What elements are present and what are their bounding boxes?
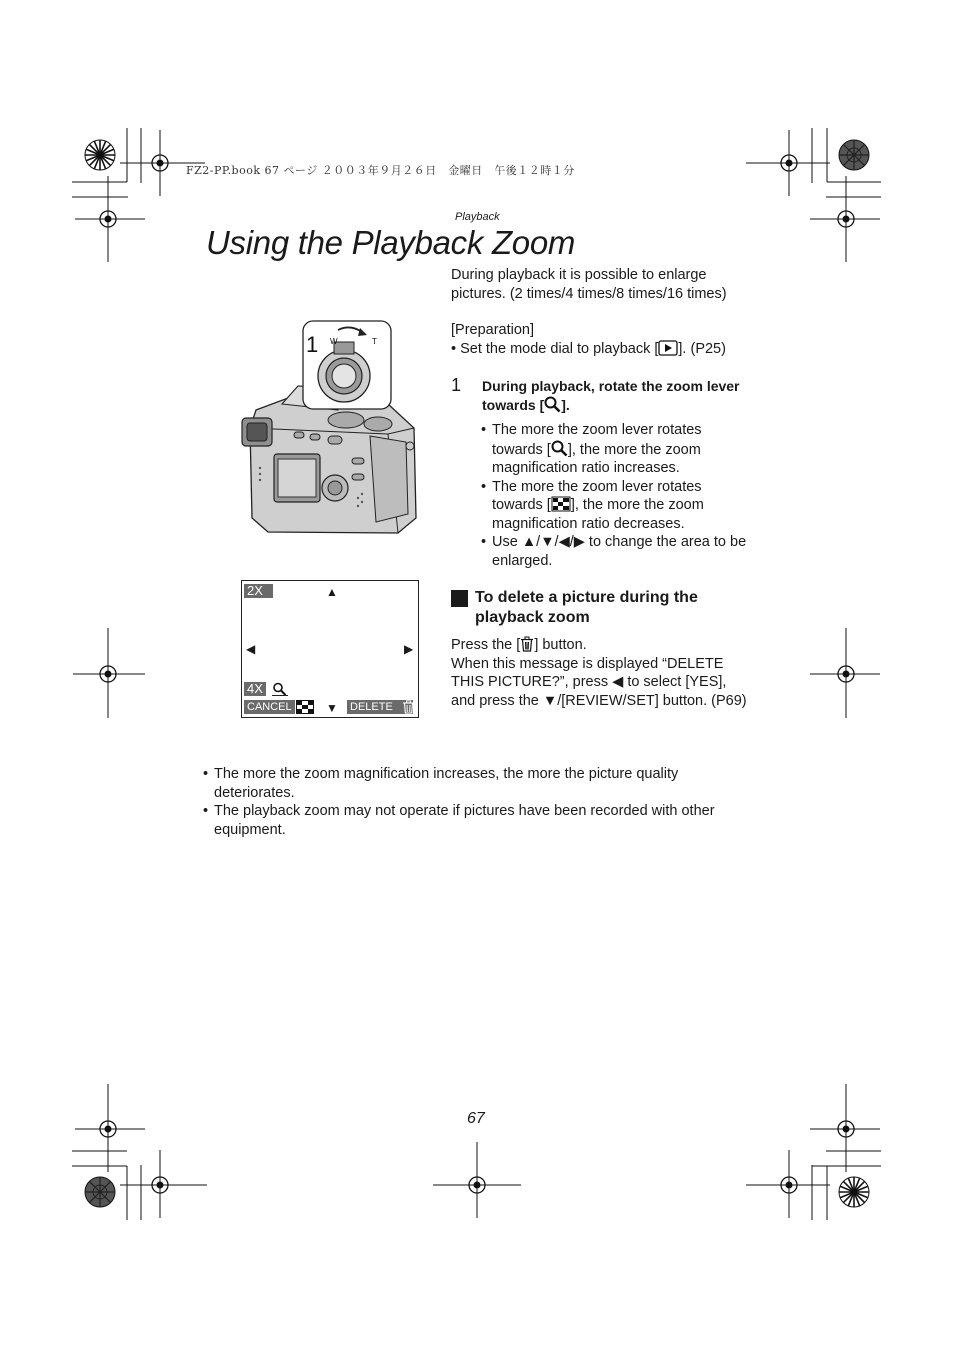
list-item — [481, 533, 751, 570]
trash-icon — [520, 636, 534, 652]
callout-number: 1 — [306, 332, 319, 357]
playback-mode-icon — [658, 340, 678, 356]
list-item — [481, 421, 751, 478]
page-number: 67 — [467, 1110, 485, 1127]
page-title: Using the Playback Zoom — [206, 224, 576, 261]
delete-line1-end: ] button. — [534, 637, 587, 653]
bullet-text: ], the more the zoom magnification ratio decreases. — [492, 497, 704, 532]
bullet-text: ], the more the zoom magnification ratio increases. — [492, 441, 701, 476]
zoom-level-top: 2X — [244, 584, 273, 598]
print-header: FZ2-PP.book 67 ページ ２００３年９月２６日 金曜日 午後１２時１分 — [186, 164, 575, 177]
tele-label: T — [372, 337, 377, 346]
bullet-text: Use ▲/▼/◀/▶ to change the area to be enlarged. — [492, 534, 747, 569]
section-square-icon — [451, 590, 468, 607]
intro-text: During playback it is possible to enlarge pictures. (2 times/4 times/8 times/16 times) — [451, 267, 727, 302]
delete-label: DELETE — [347, 700, 413, 714]
list-item — [481, 478, 751, 534]
delete-line1 — [451, 636, 751, 655]
tele-zoom-icon — [544, 396, 561, 413]
preparation-bullet: • Set the mode dial to playback [ ]. (P25) — [451, 340, 726, 357]
divider — [272, 695, 288, 696]
tele-zoom-icon — [272, 682, 288, 696]
step-title — [482, 377, 742, 414]
camera-illustration — [238, 318, 420, 540]
tele-zoom-icon — [551, 440, 568, 457]
arrow-right-icon: ▶ — [404, 642, 414, 656]
preparation-ref: ]. (P25) — [678, 340, 726, 357]
delete-heading: To delete a picture during the playback zoom — [475, 589, 698, 626]
arrow-up-icon: ▲ — [326, 585, 338, 599]
list-item: • The more the zoom magnification increases, the more the picture quality deteriorates. — [203, 765, 743, 802]
lcd-screen — [241, 580, 419, 718]
wide-label: W — [330, 337, 338, 346]
arrow-down-icon: ▼ — [326, 701, 338, 715]
zoom-level-bottom: 4X — [244, 682, 266, 696]
bullet-text: The more the zoom lever rotates towards [ — [492, 422, 702, 458]
preparation-label: [Preparation] — [451, 322, 535, 338]
step-title-text: During playback, rotate the zoom lever towards [ — [482, 378, 740, 413]
trash-icon — [402, 700, 415, 714]
step-number: 1 — [451, 375, 462, 395]
wide-zoom-icon — [296, 700, 314, 714]
cancel-label: CANCEL — [244, 700, 295, 714]
list-item: • The playback zoom may not operate if pictures have been recorded with other equipment. — [203, 802, 743, 839]
step-title-end: ]. — [561, 396, 570, 413]
preparation-block — [451, 321, 751, 358]
notes-list — [203, 765, 743, 839]
bullet-text: The more the zoom lever rotates towards [ — [492, 478, 702, 513]
delete-instructions: When this message is displayed “DELETE THIS PICTURE?”, press ◀ to select [YES], and press the ▼/[REVIEW/SET] button. (P69) — [451, 655, 747, 709]
step-bullets — [481, 421, 751, 570]
delete-line1-text: Press the [ — [451, 637, 521, 653]
arrow-left-icon: ◀ — [246, 642, 256, 656]
wide-zoom-icon — [551, 496, 571, 512]
preparation-text: Set the mode dial to playback [ — [460, 340, 659, 357]
delete-body — [451, 636, 751, 710]
section-label: Playback — [455, 211, 500, 223]
